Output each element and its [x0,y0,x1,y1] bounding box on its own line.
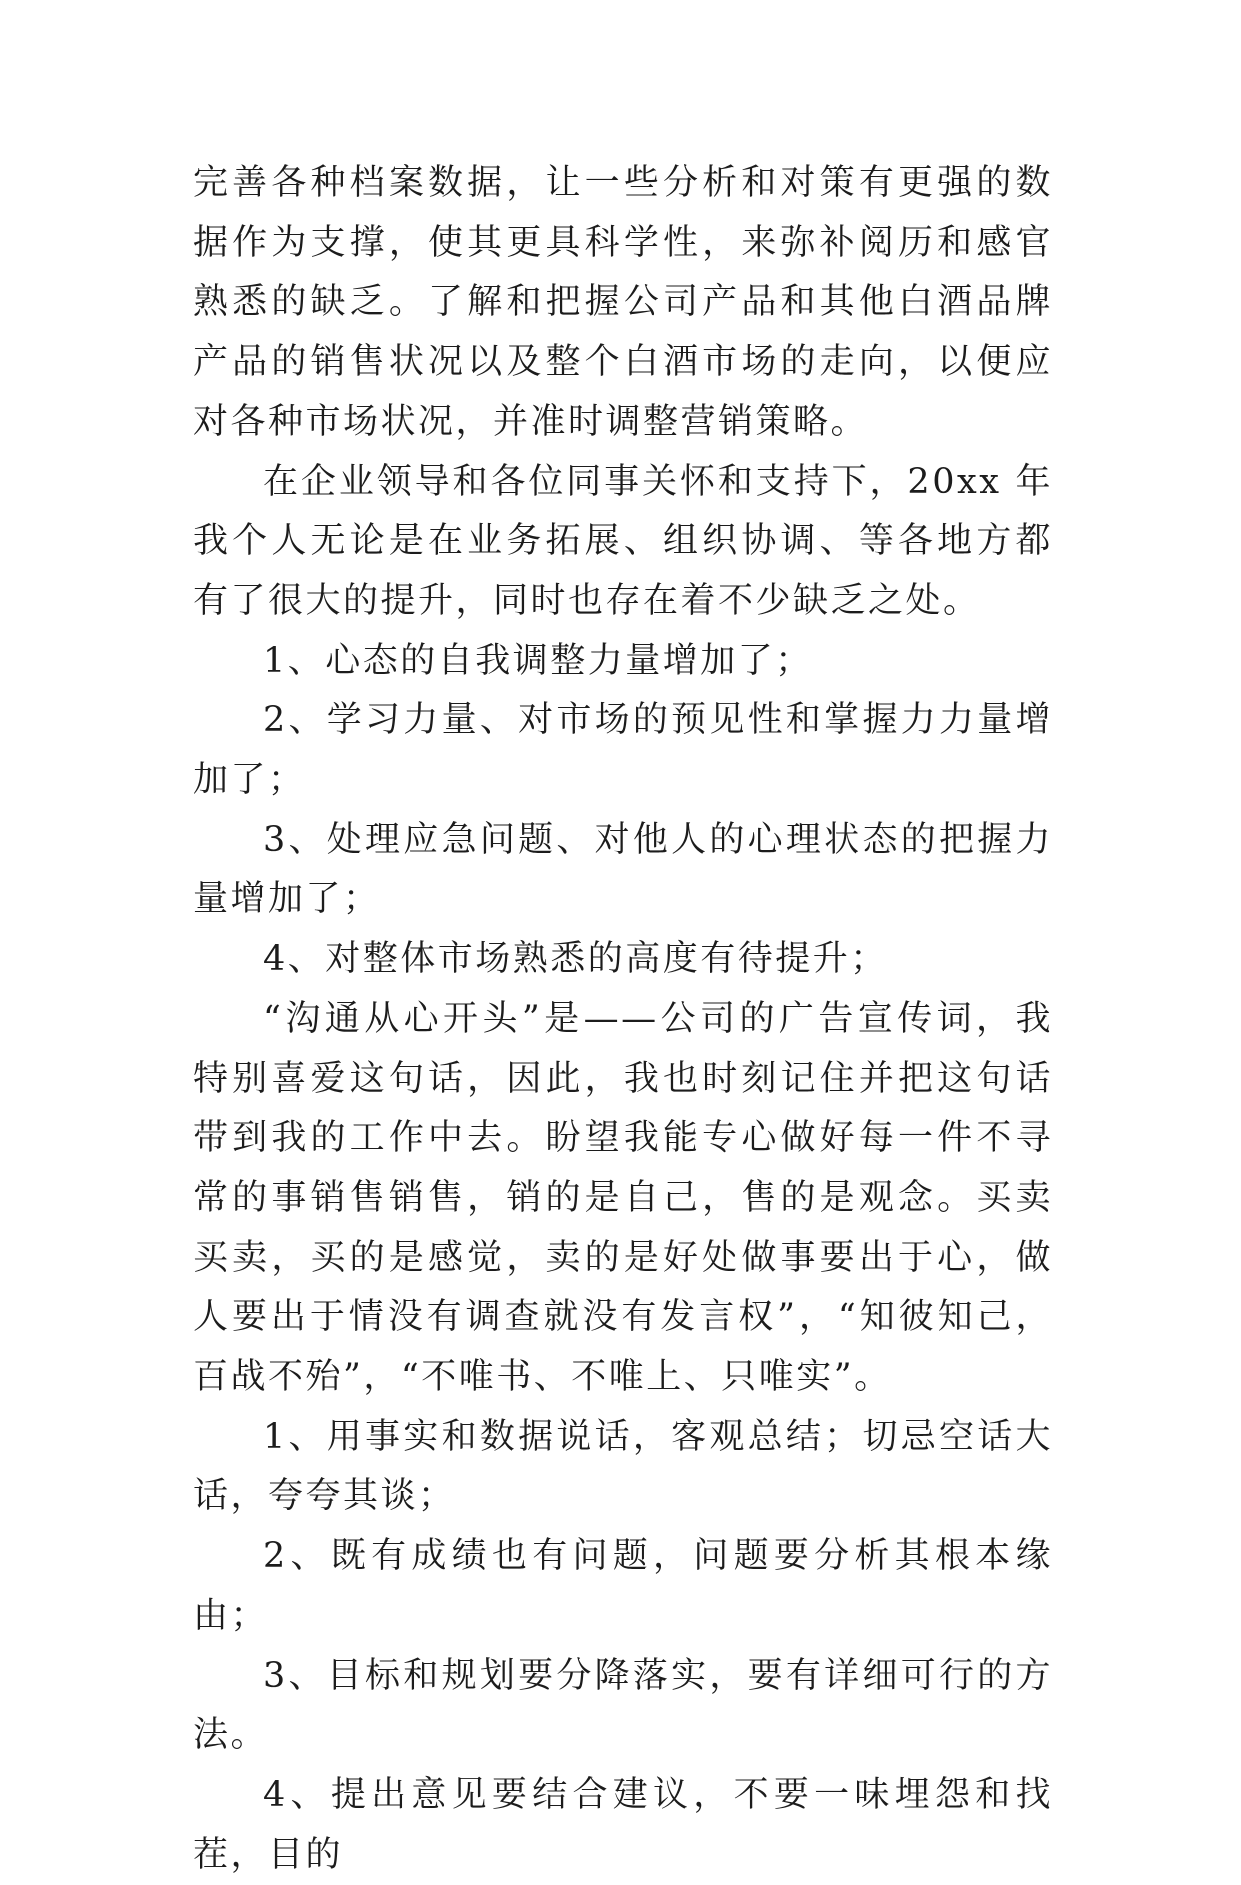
paragraph-archive-data: 完善各种档案数据，让一些分析和对策有更强的数据作为支撑，使其更具科学性，来弥补阅历和感官熟悉的缺乏。了解和把握公司产品和其他白酒品牌产品的销售状况以及整个白酒市场的走向，以便应对各种市场状况，并准时调整营销策略。 [193,163,1053,442]
list-item-learning: 2、学习力量、对市场的预见性和掌握力力量增加了； [193,700,1053,801]
paragraph-communication-slogan: “沟通从心开头”是——公司的广告宣传词，我特别喜爱这句话，因此，我也时刻记住并把这句话带到我的工作中去。盼望我能专心做好每一件不寻常的事销售销售，销的是自己，售的是观念。买卖买卖，买的是感觉，卖的是好处做事要出于心，做人要出于情没有调查就没有发言权”，“知彼知己，百战不殆”，“不唯书、不唯上、只唯实”。 [193,998,1053,1398]
list-item-facts-data: 1、用事实和数据说话，客观总结；切忌空话大话，夸夸其谈； [193,1416,1053,1517]
list-item-mindset: 1、心态的自我调整力量增加了； [263,640,813,681]
paragraph-annual-review: 在企业领导和各位同事关怀和支持下，20xx 年我个人无论是在业务拓展、组织协调、等各地方都有了很大的提升，同时也存在着不少缺乏之处。 [193,461,1053,621]
list-item-suggestions: 4、提出意见要结合建议，不要一味埋怨和找茬，目的 [193,1774,1053,1875]
document-body [193,154,1053,1885]
list-item-emergency: 3、处理应急问题、对他人的心理状态的把握力量增加了； [193,819,1053,920]
list-item-achievements-problems: 2、既有成绩也有问题，问题要分析其根本缘由； [193,1536,1053,1636]
list-item-market-awareness: 4、对整体市场熟悉的高度有待提升； [263,939,888,980]
list-item-goals-plans: 3、目标和规划要分降落实，要有详细可行的方法。 [193,1655,1053,1756]
